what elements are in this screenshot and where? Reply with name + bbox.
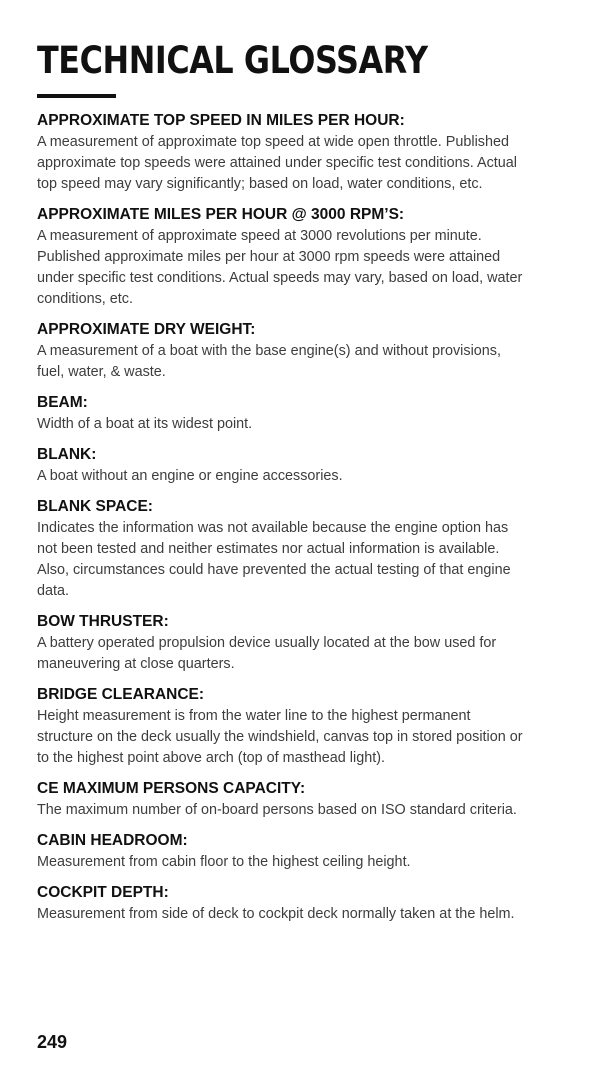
- glossary-term: APPROXIMATE MILES PER HOUR @ 3000 RPM’S:: [37, 206, 405, 223]
- glossary-entry-ce-capacity: [37, 779, 527, 821]
- glossary-term: BLANK:: [37, 446, 97, 463]
- glossary-term: CABIN HEADROOM:: [37, 832, 188, 849]
- glossary-definition: The maximum number of on-board persons based on ISO standard criteria.: [37, 802, 517, 818]
- glossary-term: COCKPIT DEPTH:: [37, 884, 169, 901]
- glossary-entry-beam: [37, 393, 527, 435]
- glossary-definition: Width of a boat at its widest point.: [37, 416, 253, 432]
- glossary-term: BRIDGE CLEARANCE:: [37, 686, 205, 703]
- glossary-definition: Indicates the information was not available because the engine option has not been tested and neither estimates nor actual information is available. Also, circumstances could have prevented the actual testing of that engine data.: [37, 520, 511, 599]
- glossary-definition: Measurement from cabin floor to the highest ceiling height.: [37, 854, 411, 870]
- glossary-entry-blank-space: [37, 497, 527, 602]
- glossary-entry-bow-thruster: [37, 612, 527, 675]
- glossary-definition: Height measurement is from the water line to the highest permanent structure on the deck usually the windshield, canvas top in stored position or to the highest point above arch (top of masthead light).: [37, 708, 523, 766]
- glossary-entry-mph-3000-rpm: [37, 205, 527, 310]
- glossary-term: BOW THRUSTER:: [37, 613, 169, 630]
- glossary-definition: A boat without an engine or engine accessories.: [37, 468, 343, 484]
- glossary-entry-dry-weight: [37, 320, 527, 383]
- glossary-definition: Measurement from side of deck to cockpit deck normally taken at the helm.: [37, 906, 515, 922]
- glossary-entry-top-speed: [37, 111, 527, 195]
- glossary-page: [37, 38, 527, 935]
- glossary-definition: A battery operated propulsion device usually located at the bow used for maneuvering at close quarters.: [37, 635, 497, 672]
- glossary-definition: A measurement of a boat with the base engine(s) and without provisions, fuel, water, & waste.: [37, 343, 501, 380]
- glossary-definition: A measurement of approximate top speed at wide open throttle. Published approximate top speeds were attained under specific test conditions. Actual top speed may vary significantly; based on load, water conditions, etc.: [37, 134, 517, 192]
- glossary-term: APPROXIMATE DRY WEIGHT:: [37, 321, 256, 338]
- glossary-term: CE MAXIMUM PERSONS CAPACITY:: [37, 780, 306, 797]
- glossary-term: APPROXIMATE TOP SPEED IN MILES PER HOUR:: [37, 112, 405, 129]
- page-number: 249: [37, 1032, 68, 1052]
- glossary-definition: A measurement of approximate speed at 3000 revolutions per minute. Published approximate miles per hour at 3000 rpm speeds were attained under specific test conditions. Actual speeds may vary, based on load, water conditions, etc.: [37, 228, 523, 307]
- title-underline: [37, 94, 116, 98]
- glossary-entry-cabin-headroom: [37, 831, 527, 873]
- glossary-term: BLANK SPACE:: [37, 498, 153, 515]
- glossary-term: BEAM:: [37, 394, 88, 411]
- glossary-entry-blank: [37, 445, 527, 487]
- page-title: TECHNICAL GLOSSARY: [37, 39, 428, 82]
- glossary-entry-bridge-clearance: [37, 685, 527, 769]
- glossary-entry-cockpit-depth: [37, 883, 527, 925]
